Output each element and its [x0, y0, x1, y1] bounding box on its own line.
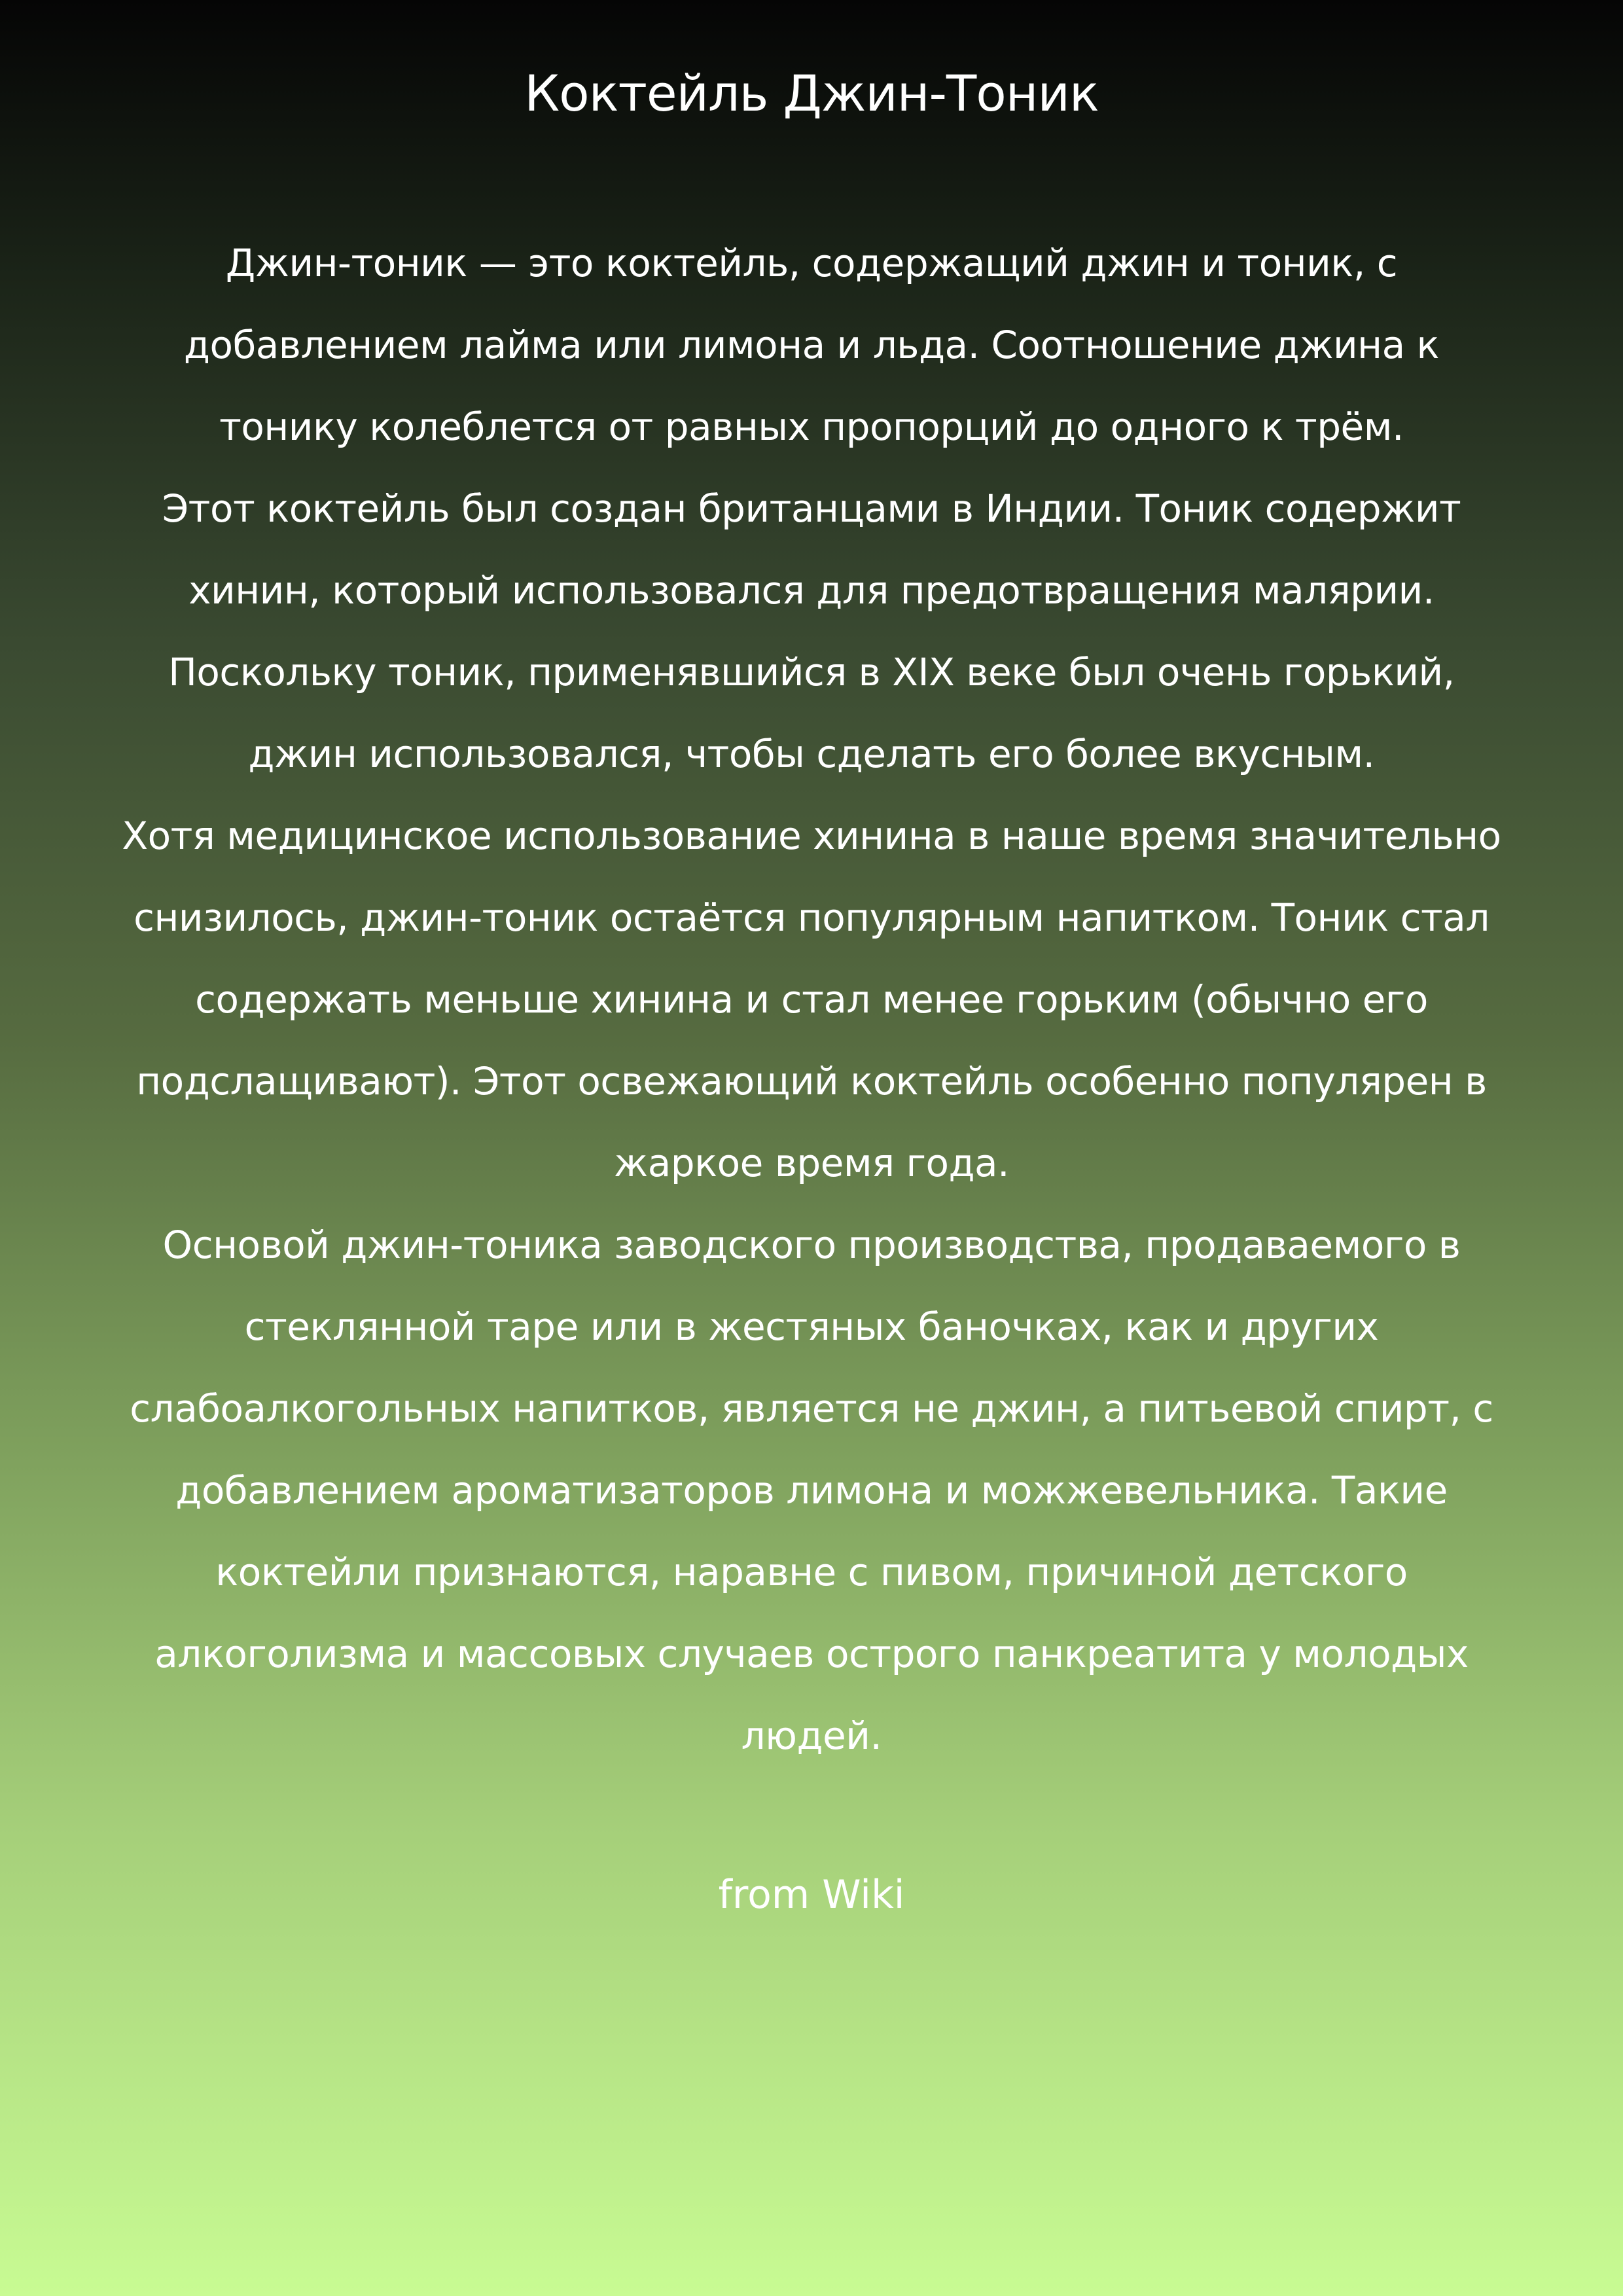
- paragraph-intro: Джин-тоник — это коктейль, содержащий джин и тоник, с добавлением лайма или лимона и льда. Соотношение джина к тонику колеблется от равных пропорций до одного к трём.: [183, 241, 1440, 449]
- paragraph-modern-use: Хотя медицинское использование хинина в наше время значительно снизилось, джин-тоник остаётся популярным напитком. Тоник стал содержать меньше хинина и стал менее горьким (обычно его подслащивают). Этот освежающий коктейль особенно популярен в жаркое время года.: [122, 814, 1501, 1185]
- article-body: [118, 223, 1505, 1777]
- paragraph-industrial: Основой джин-тоника заводского производства, продаваемого в стеклянной таре или в жестяных баночках, как и других слабоалкогольных напитков, является не джин, а питьевой спирт, с добавлением ароматизаторов лимона и можжевельника. Такие коктейли признаются, наравне с пивом, причиной детского алкоголизма и массовых случаев острого панкреатита у молодых людей.: [130, 1223, 1493, 1758]
- page-title: Коктейль Джин-Тоник: [524, 64, 1099, 122]
- source-attribution: from Wiki: [718, 1872, 905, 1918]
- paragraph-history: Этот коктейль был создан британцами в Индии. Тоник содержит хинин, который использовался для предотвращения малярии. Поскольку тоник, применявшийся в XIX веке был очень горький, джин использовался, чтобы сделать его более вкусным.: [162, 486, 1461, 776]
